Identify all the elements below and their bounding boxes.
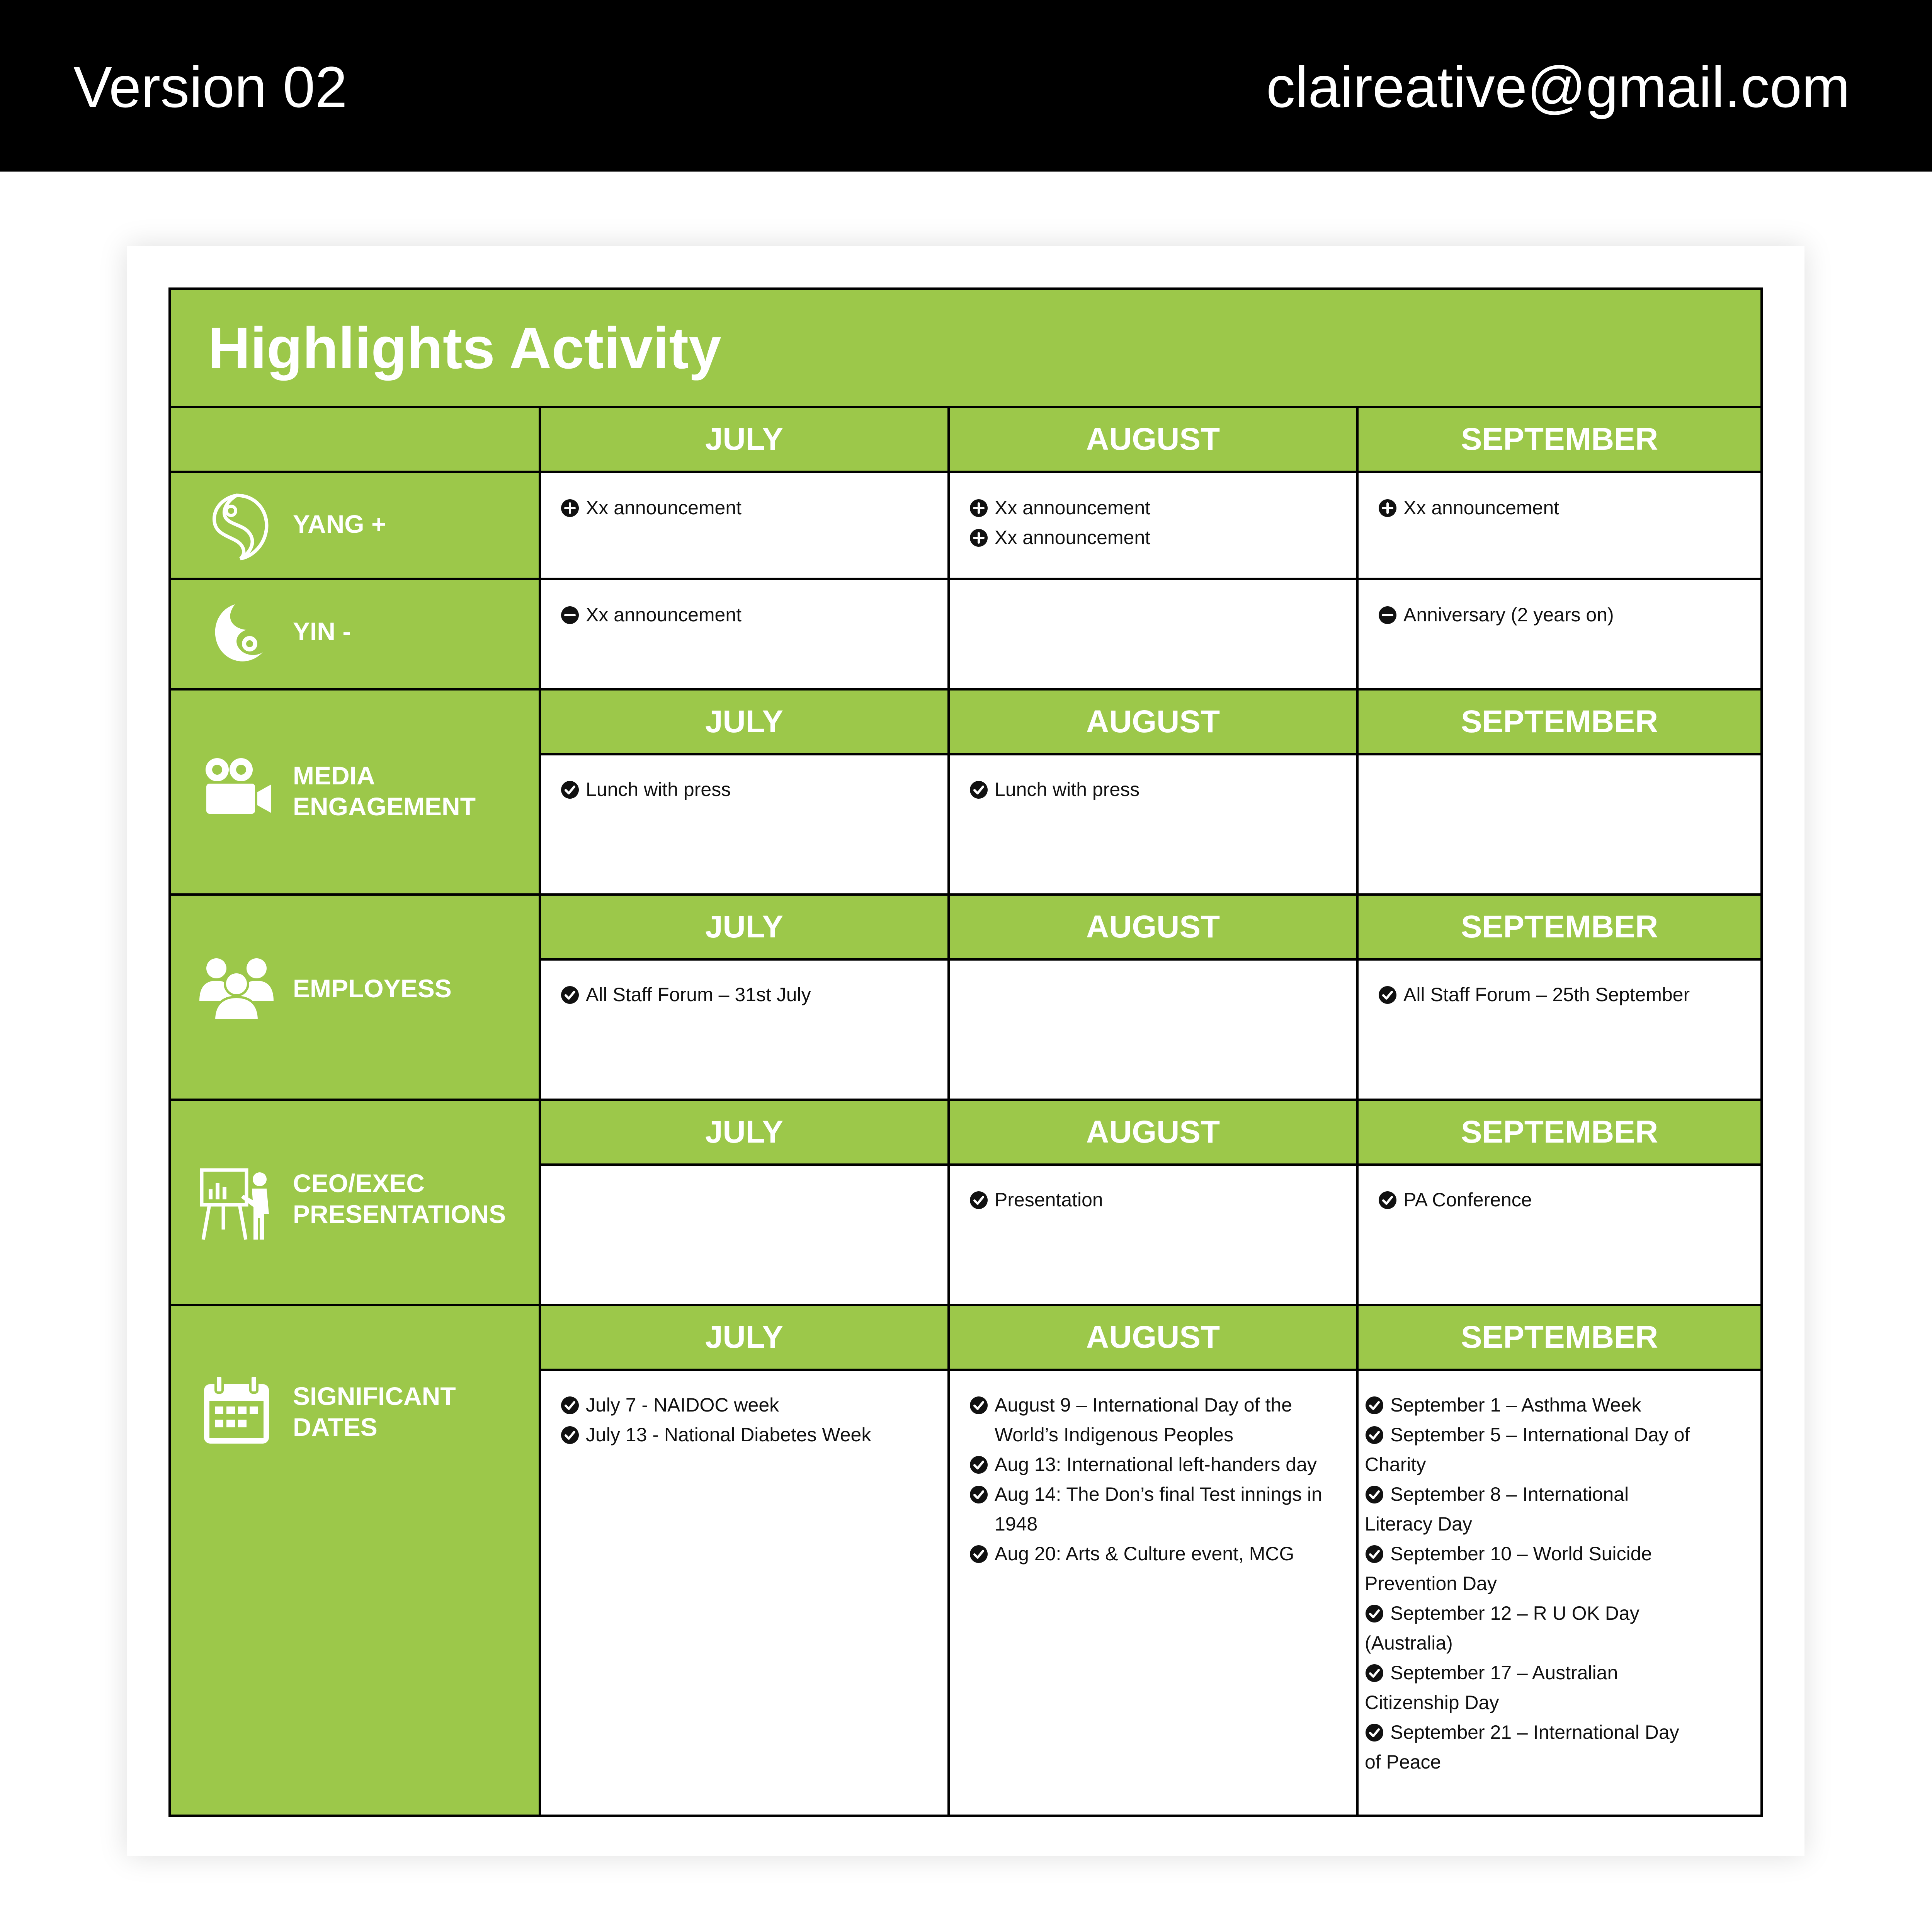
list-item — [1365, 1658, 1697, 1718]
contact-email: claireative@gmail.com — [1266, 54, 1850, 119]
grid-line — [539, 753, 1760, 755]
title-row — [171, 290, 1760, 408]
list-item — [1365, 1390, 1697, 1420]
ceo-month-september: SEPTEMBER — [1359, 1101, 1760, 1163]
minus-circle-icon — [1378, 605, 1397, 625]
list-item — [1365, 1539, 1697, 1599]
plus-circle-icon — [1378, 498, 1397, 518]
list-item — [1365, 1599, 1697, 1658]
yang-icon — [198, 487, 275, 564]
row-label-ceo-line1: CEO/EXEC — [293, 1169, 425, 1197]
people-group-icon — [198, 951, 275, 1028]
check-circle-icon — [969, 1485, 988, 1504]
grid-line — [171, 1304, 1760, 1306]
media-month-july: JULY — [541, 690, 947, 753]
dates-month-august: AUGUST — [950, 1306, 1356, 1369]
row-label-media-line2: ENGAGEMENT — [293, 792, 476, 821]
list-item — [560, 600, 931, 630]
yang-september-list — [1378, 493, 1749, 523]
list-item — [969, 1480, 1325, 1539]
media-month-august: AUGUST — [950, 690, 1356, 753]
list-item — [969, 775, 1340, 804]
plus-circle-icon — [969, 498, 988, 518]
list-item-text: September 21 – International Day of Peace — [1365, 1721, 1679, 1773]
yang-july-list — [560, 493, 931, 523]
list-item — [560, 493, 931, 523]
list-item — [969, 1390, 1325, 1450]
grid-line — [539, 406, 541, 1815]
row-label-yin: YIN - — [293, 617, 351, 646]
list-item — [560, 1420, 931, 1450]
list-item — [560, 775, 931, 804]
dates-month-september: SEPTEMBER — [1359, 1306, 1760, 1369]
list-item-text: Lunch with press — [995, 779, 1140, 800]
list-item — [1378, 600, 1749, 630]
month-header-september: SEPTEMBER — [1359, 408, 1760, 471]
plus-circle-icon — [560, 498, 580, 518]
highlights-table — [168, 287, 1763, 1817]
list-item — [969, 493, 1340, 523]
employees-month-september: SEPTEMBER — [1359, 896, 1760, 958]
list-item-text: September 8 – International Literacy Day — [1365, 1483, 1629, 1535]
grid-line — [1356, 406, 1359, 1815]
ceo-month-july: JULY — [541, 1101, 947, 1163]
dates-july-list — [560, 1390, 931, 1450]
plus-circle-icon — [969, 528, 988, 548]
list-item — [1365, 1480, 1697, 1539]
list-item-text: July 7 - NAIDOC week — [586, 1394, 779, 1416]
list-item-text: Aug 13: International left-handers day — [995, 1454, 1317, 1475]
yang-august-list — [969, 493, 1340, 553]
grid-line — [539, 1369, 1760, 1371]
check-circle-icon — [969, 1455, 988, 1475]
list-item — [969, 1450, 1325, 1480]
list-item-text: Anniversary (2 years on) — [1403, 604, 1614, 626]
list-item-text: Xx announcement — [995, 497, 1151, 519]
check-circle-icon — [1378, 1190, 1397, 1210]
row-label-ceo — [293, 1168, 506, 1230]
yin-yang-icon — [198, 594, 275, 672]
check-circle-icon — [1365, 1485, 1384, 1504]
list-item-text: All Staff Forum – 31st July — [586, 984, 811, 1005]
row-label-ceo-line2: PRESENTATIONS — [293, 1200, 506, 1228]
list-item — [1365, 1420, 1697, 1480]
list-item — [1378, 980, 1749, 1010]
list-item-text: Aug 20: Arts & Culture event, MCG — [995, 1543, 1294, 1565]
yin-july-list — [560, 600, 931, 630]
list-item — [1378, 1185, 1749, 1215]
check-circle-icon — [1365, 1663, 1384, 1683]
list-item — [969, 523, 1340, 553]
check-circle-icon — [560, 985, 580, 1005]
check-circle-icon — [969, 1190, 988, 1210]
employees-month-july: JULY — [541, 896, 947, 958]
row-label-employees: EMPLOYESS — [293, 974, 452, 1003]
row-label-media — [293, 760, 476, 822]
row-label-dates — [293, 1381, 456, 1442]
top-bar — [0, 0, 1932, 172]
check-circle-icon — [969, 1544, 988, 1564]
check-circle-icon — [1365, 1604, 1384, 1623]
ceo-august-list — [969, 1185, 1340, 1215]
row-label-yang: YANG + — [293, 510, 386, 538]
list-item-text: September 17 – Australian Citizenship Day — [1365, 1662, 1618, 1713]
check-circle-icon — [560, 1425, 580, 1445]
check-circle-icon — [560, 780, 580, 799]
list-item-text: September 12 – R U OK Day (Australia) — [1365, 1602, 1639, 1654]
grid-line — [171, 578, 1760, 580]
list-item — [969, 1539, 1325, 1569]
list-item-text: September 10 – World Suicide Prevention Day — [1365, 1543, 1652, 1594]
grid-line — [171, 471, 1760, 473]
calendar-icon — [198, 1372, 275, 1449]
list-item — [560, 980, 931, 1010]
list-item-text: Lunch with press — [586, 779, 731, 800]
list-item-text: Xx announcement — [586, 604, 742, 626]
list-item — [560, 1390, 931, 1420]
grid-line — [171, 688, 1760, 690]
version-label: Version 02 — [73, 54, 347, 119]
list-item-text: Xx announcement — [1403, 497, 1560, 519]
month-header-july: JULY — [541, 408, 947, 471]
check-circle-icon — [1365, 1425, 1384, 1445]
list-item-text: Xx announcement — [995, 527, 1151, 548]
check-circle-icon — [1378, 985, 1397, 1005]
list-item — [969, 1185, 1340, 1215]
check-circle-icon — [969, 780, 988, 799]
yin-september-list — [1378, 600, 1749, 630]
dates-september-list — [1365, 1390, 1697, 1777]
video-camera-icon — [198, 751, 275, 828]
dates-month-july: JULY — [541, 1306, 947, 1369]
list-item-text: PA Conference — [1403, 1189, 1532, 1211]
month-header-august: AUGUST — [950, 408, 1356, 471]
list-item-text: Presentation — [995, 1189, 1103, 1211]
list-item-text: August 9 – International Day of the World’s Indigenous Peoples — [995, 1394, 1292, 1446]
grid-line — [539, 1163, 1760, 1166]
grid-line — [171, 1099, 1760, 1101]
grid-line — [539, 958, 1760, 961]
list-item-text: Aug 14: The Don’s final Test innings in 1948 — [995, 1483, 1322, 1535]
employees-month-august: AUGUST — [950, 896, 1356, 958]
grid-line — [947, 406, 950, 1815]
list-item — [1365, 1718, 1697, 1777]
grid-line — [171, 893, 1760, 896]
ceo-september-list — [1378, 1185, 1749, 1215]
row-label-dates-line2: DATES — [293, 1413, 378, 1441]
minus-circle-icon — [560, 605, 580, 625]
employees-july-list — [560, 980, 931, 1010]
list-item — [1378, 493, 1749, 523]
list-item-text: All Staff Forum – 25th September — [1403, 984, 1690, 1005]
check-circle-icon — [1365, 1544, 1384, 1564]
check-circle-icon — [1365, 1723, 1384, 1742]
media-july-list — [560, 775, 931, 804]
ceo-month-august: AUGUST — [950, 1101, 1356, 1163]
row-label-media-line1: MEDIA — [293, 761, 375, 790]
media-august-list — [969, 775, 1340, 804]
employees-september-list — [1378, 980, 1749, 1010]
list-item-text: September 5 – International Day of Charity — [1365, 1424, 1690, 1475]
dates-august-list — [969, 1390, 1325, 1569]
list-item-text: July 13 - National Diabetes Week — [586, 1424, 871, 1446]
check-circle-icon — [560, 1396, 580, 1415]
page-title: Highlights Activity — [208, 315, 721, 381]
presentation-board-icon — [198, 1164, 275, 1241]
check-circle-icon — [969, 1396, 988, 1415]
check-circle-icon — [1365, 1396, 1384, 1415]
list-item-text: Xx announcement — [586, 497, 742, 519]
media-month-september: SEPTEMBER — [1359, 690, 1760, 753]
row-label-dates-line1: SIGNIFICANT — [293, 1382, 456, 1410]
list-item-text: September 1 – Asthma Week — [1390, 1394, 1641, 1416]
